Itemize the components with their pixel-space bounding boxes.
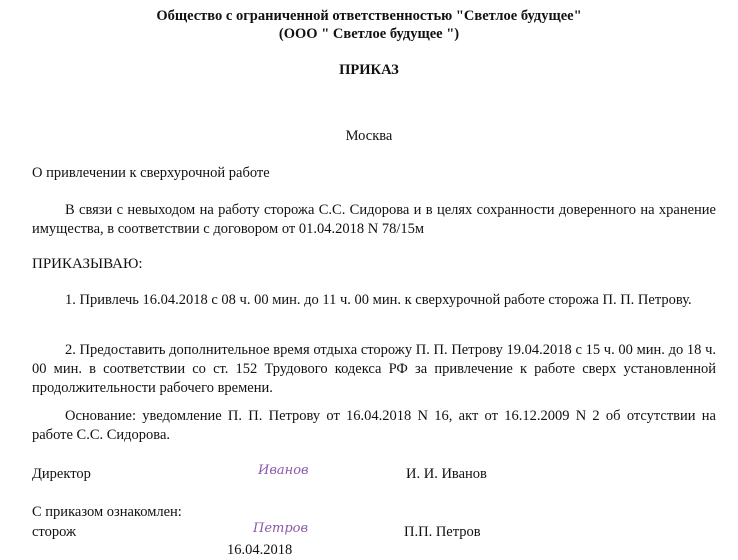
director-name: И. И. Иванов xyxy=(406,466,487,482)
director-title: Директор xyxy=(32,466,91,482)
organization-full-name: Общество с ограниченной ответственностью "Светлое будущее" xyxy=(156,8,582,24)
acquaintance-date: 16.04.2018 xyxy=(227,542,293,558)
organization-short-name: (ООО " Светлое будущее ") xyxy=(278,26,460,42)
order-item-2: 2. Предоставить дополнительное время отдыха сторожу П. П. Петрову 19.04.2018 с 15 ч. 00 мин. до 18 ч. 00 мин. в соответствии со ст. 152 Трудового кодекса РФ за привлечение к работе сверх установленной продолжительности рабочего времени. xyxy=(32,342,716,396)
order-subject: О привлечении к сверхурочной работе xyxy=(32,165,270,181)
city: Москва xyxy=(345,128,393,144)
order-basis: Основание: уведомление П. П. Петрову от 16.04.2018 N 16, акт от 16.12.2009 N 2 об отсутствии на работе С.С. Сидорова. xyxy=(32,408,716,443)
director-signature: Иванов xyxy=(258,463,309,478)
order-item-1: 1. Привлечь 16.04.2018 с 08 ч. 00 мин. до 11 ч. 00 мин. к сверхурочной работе сторожа П. П. Петрову. xyxy=(65,292,692,308)
acquainted-label: С приказом ознакомлен: xyxy=(32,504,182,520)
document-type-title: ПРИКАЗ xyxy=(339,62,399,78)
order-word: ПРИКАЗЫВАЮ: xyxy=(32,256,143,272)
employee-name: П.П. Петров xyxy=(404,524,481,540)
employee-signature: Петров xyxy=(253,521,309,536)
intro-paragraph: В связи с невыходом на работу сторожа С.С. Сидорова и в целях сохранности доверенного на хранение имущества, в соответствии с договором от 01.04.2018 N 78/15м xyxy=(32,202,716,237)
employee-title: сторож xyxy=(32,524,76,540)
